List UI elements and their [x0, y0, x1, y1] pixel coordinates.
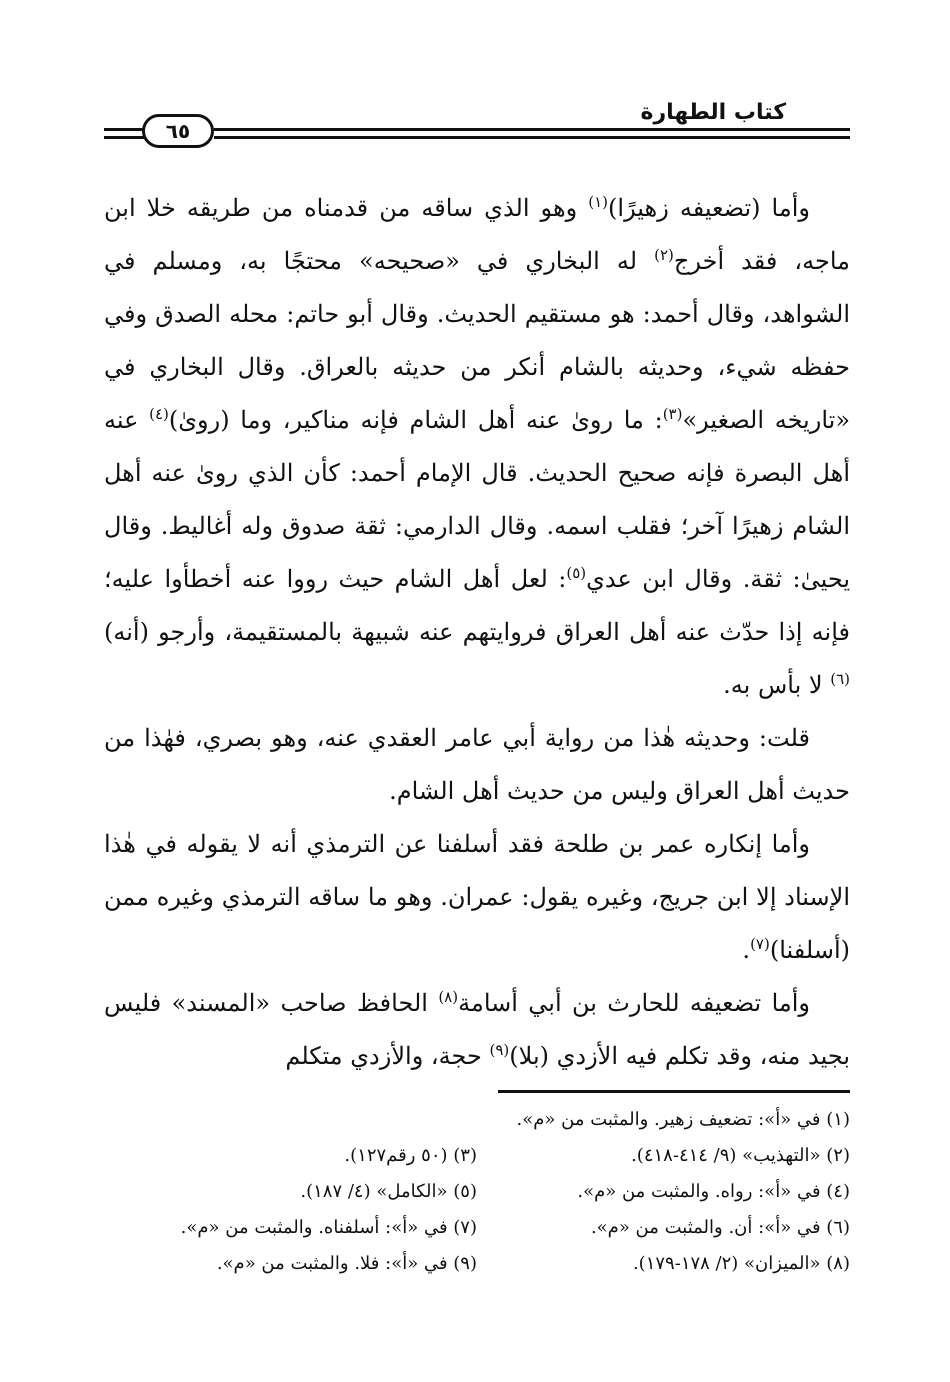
- footnote-marker[interactable]: (٤): [149, 405, 169, 423]
- text-run: له البخاري في «صحيحه» محتجًا به، ومسلم في الشواهد، وقال أحمد: هو مستقيم الحديث. وقال أبو حاتم: محله الصدق وفي حفظه شيء، وحديثه بالشام أنكر من حديثه بالعراق. وقال البخاري في «تاريخه الصغير»: [104, 247, 851, 434]
- text-run: وهو الذي ساقه من قدمناه من طريقه خلا ابن ماجه، فقد أخرج: [104, 194, 851, 275]
- footnote-row: [104, 1246, 850, 1282]
- text-run: قلت: وحديثه هٰذا من رواية أبي عامر العقدي عنه، وهو بصري، فهٰذا من حديث أهل العراق وليس من حديث أهل الشام.: [104, 724, 850, 805]
- footnote-marker[interactable]: (٢): [654, 246, 674, 264]
- text-run: حجة، والأزدي متكلم: [285, 1042, 490, 1070]
- text-run: عنه أهل البصرة فإنه صحيح الحديث. قال الإمام أحمد: كأن الذي روىٰ عنه أهل الشام زهيرًا آخر؛ فقلب اسمه. وقال الدارمي: ثقة صدوق وله أغاليط. وقال يحيىٰ: ثقة. وقال ابن عدي: [104, 406, 850, 593]
- paragraph: [104, 977, 850, 1083]
- text-run: وأما تضعيفه للحارث بن أبي أسامة: [458, 989, 810, 1017]
- page-header: [104, 96, 850, 156]
- header-rule: [214, 136, 850, 139]
- text-run: وأما إنكاره عمر بن طلحة فقد أسلفنا عن الترمذي أنه لا يقوله في هٰذا الإسناد إلا ابن جريج، وغيره يقول: عمران. وهو ما ساقه الترمذي وغيره ممن (أسلفنا): [104, 830, 850, 964]
- footnote-marker[interactable]: (٧): [750, 935, 770, 953]
- footnote-divider: [498, 1090, 850, 1093]
- paragraph: [104, 818, 850, 977]
- text-run: : ما روىٰ عنه أهل الشام فإنه مناكير، وما (روىٰ): [168, 406, 663, 434]
- footnote-9: (٩) في «أ»: فلا. والمثبت من «م».: [216, 1253, 477, 1274]
- footnote-row: [104, 1174, 850, 1210]
- footnote-marker[interactable]: (٨): [438, 988, 459, 1006]
- header-rule: [214, 128, 850, 131]
- footnote-marker[interactable]: (١): [588, 193, 609, 211]
- footnote-marker[interactable]: (٥): [566, 564, 587, 582]
- footnote-marker[interactable]: (٦): [830, 670, 850, 688]
- header-rule: [104, 128, 144, 131]
- footnote-1: (١) في «أ»: تضعيف زهير. والمثبت من «م».: [516, 1109, 850, 1130]
- footnote-2: (٢) «التهذيب» (٩/ ٤١٤-٤١٨).: [631, 1145, 850, 1166]
- footnote-6: (٦) في «أ»: أن. والمثبت من «م».: [590, 1217, 850, 1238]
- footnote-8: (٨) «الميزان» (٢/ ١٧٨-١٧٩).: [632, 1253, 850, 1274]
- paragraph: [104, 712, 850, 818]
- page-number: ٦٥: [142, 114, 214, 148]
- footnote-row: [104, 1138, 850, 1174]
- header-rule: [104, 136, 144, 139]
- paragraph: [104, 182, 850, 712]
- text-run: لا بأس به.: [723, 671, 831, 699]
- text-run: الحافظ صاحب «المسند» فليس بجيد منه، وقد تكلم فيه الأزدي (بلا): [104, 989, 850, 1070]
- footnote-7: (٧) في «أ»: أسلفناه. والمثبت من «م».: [180, 1217, 477, 1238]
- footnotes: [104, 1102, 850, 1282]
- main-text: [104, 182, 850, 1083]
- footnote-4: (٤) في «أ»: رواه. والمثبت من «م».: [577, 1181, 850, 1202]
- footnote-marker[interactable]: (٣): [662, 405, 683, 423]
- text-run: وأما (تضعيفه زهيرًا): [608, 194, 810, 222]
- footnote-3: (٣) (٥٠ رقم١٢٧).: [344, 1145, 477, 1166]
- running-title: كتاب الطهارة: [640, 100, 786, 125]
- text-run: : لعل أهل الشام حيث رووا عنه أخطأوا عليه؛ فإنه إذا حدّث عنه أهل العراق فروايتهم عنه شبيهة بالمستقيمة، وأرجو (أنه): [104, 565, 850, 646]
- footnote-row: [104, 1210, 850, 1246]
- text-run: .: [742, 936, 751, 964]
- footnote-marker[interactable]: (٩): [489, 1041, 510, 1059]
- footnote-5: (٥) «الكامل» (٤/ ١٨٧).: [300, 1181, 477, 1202]
